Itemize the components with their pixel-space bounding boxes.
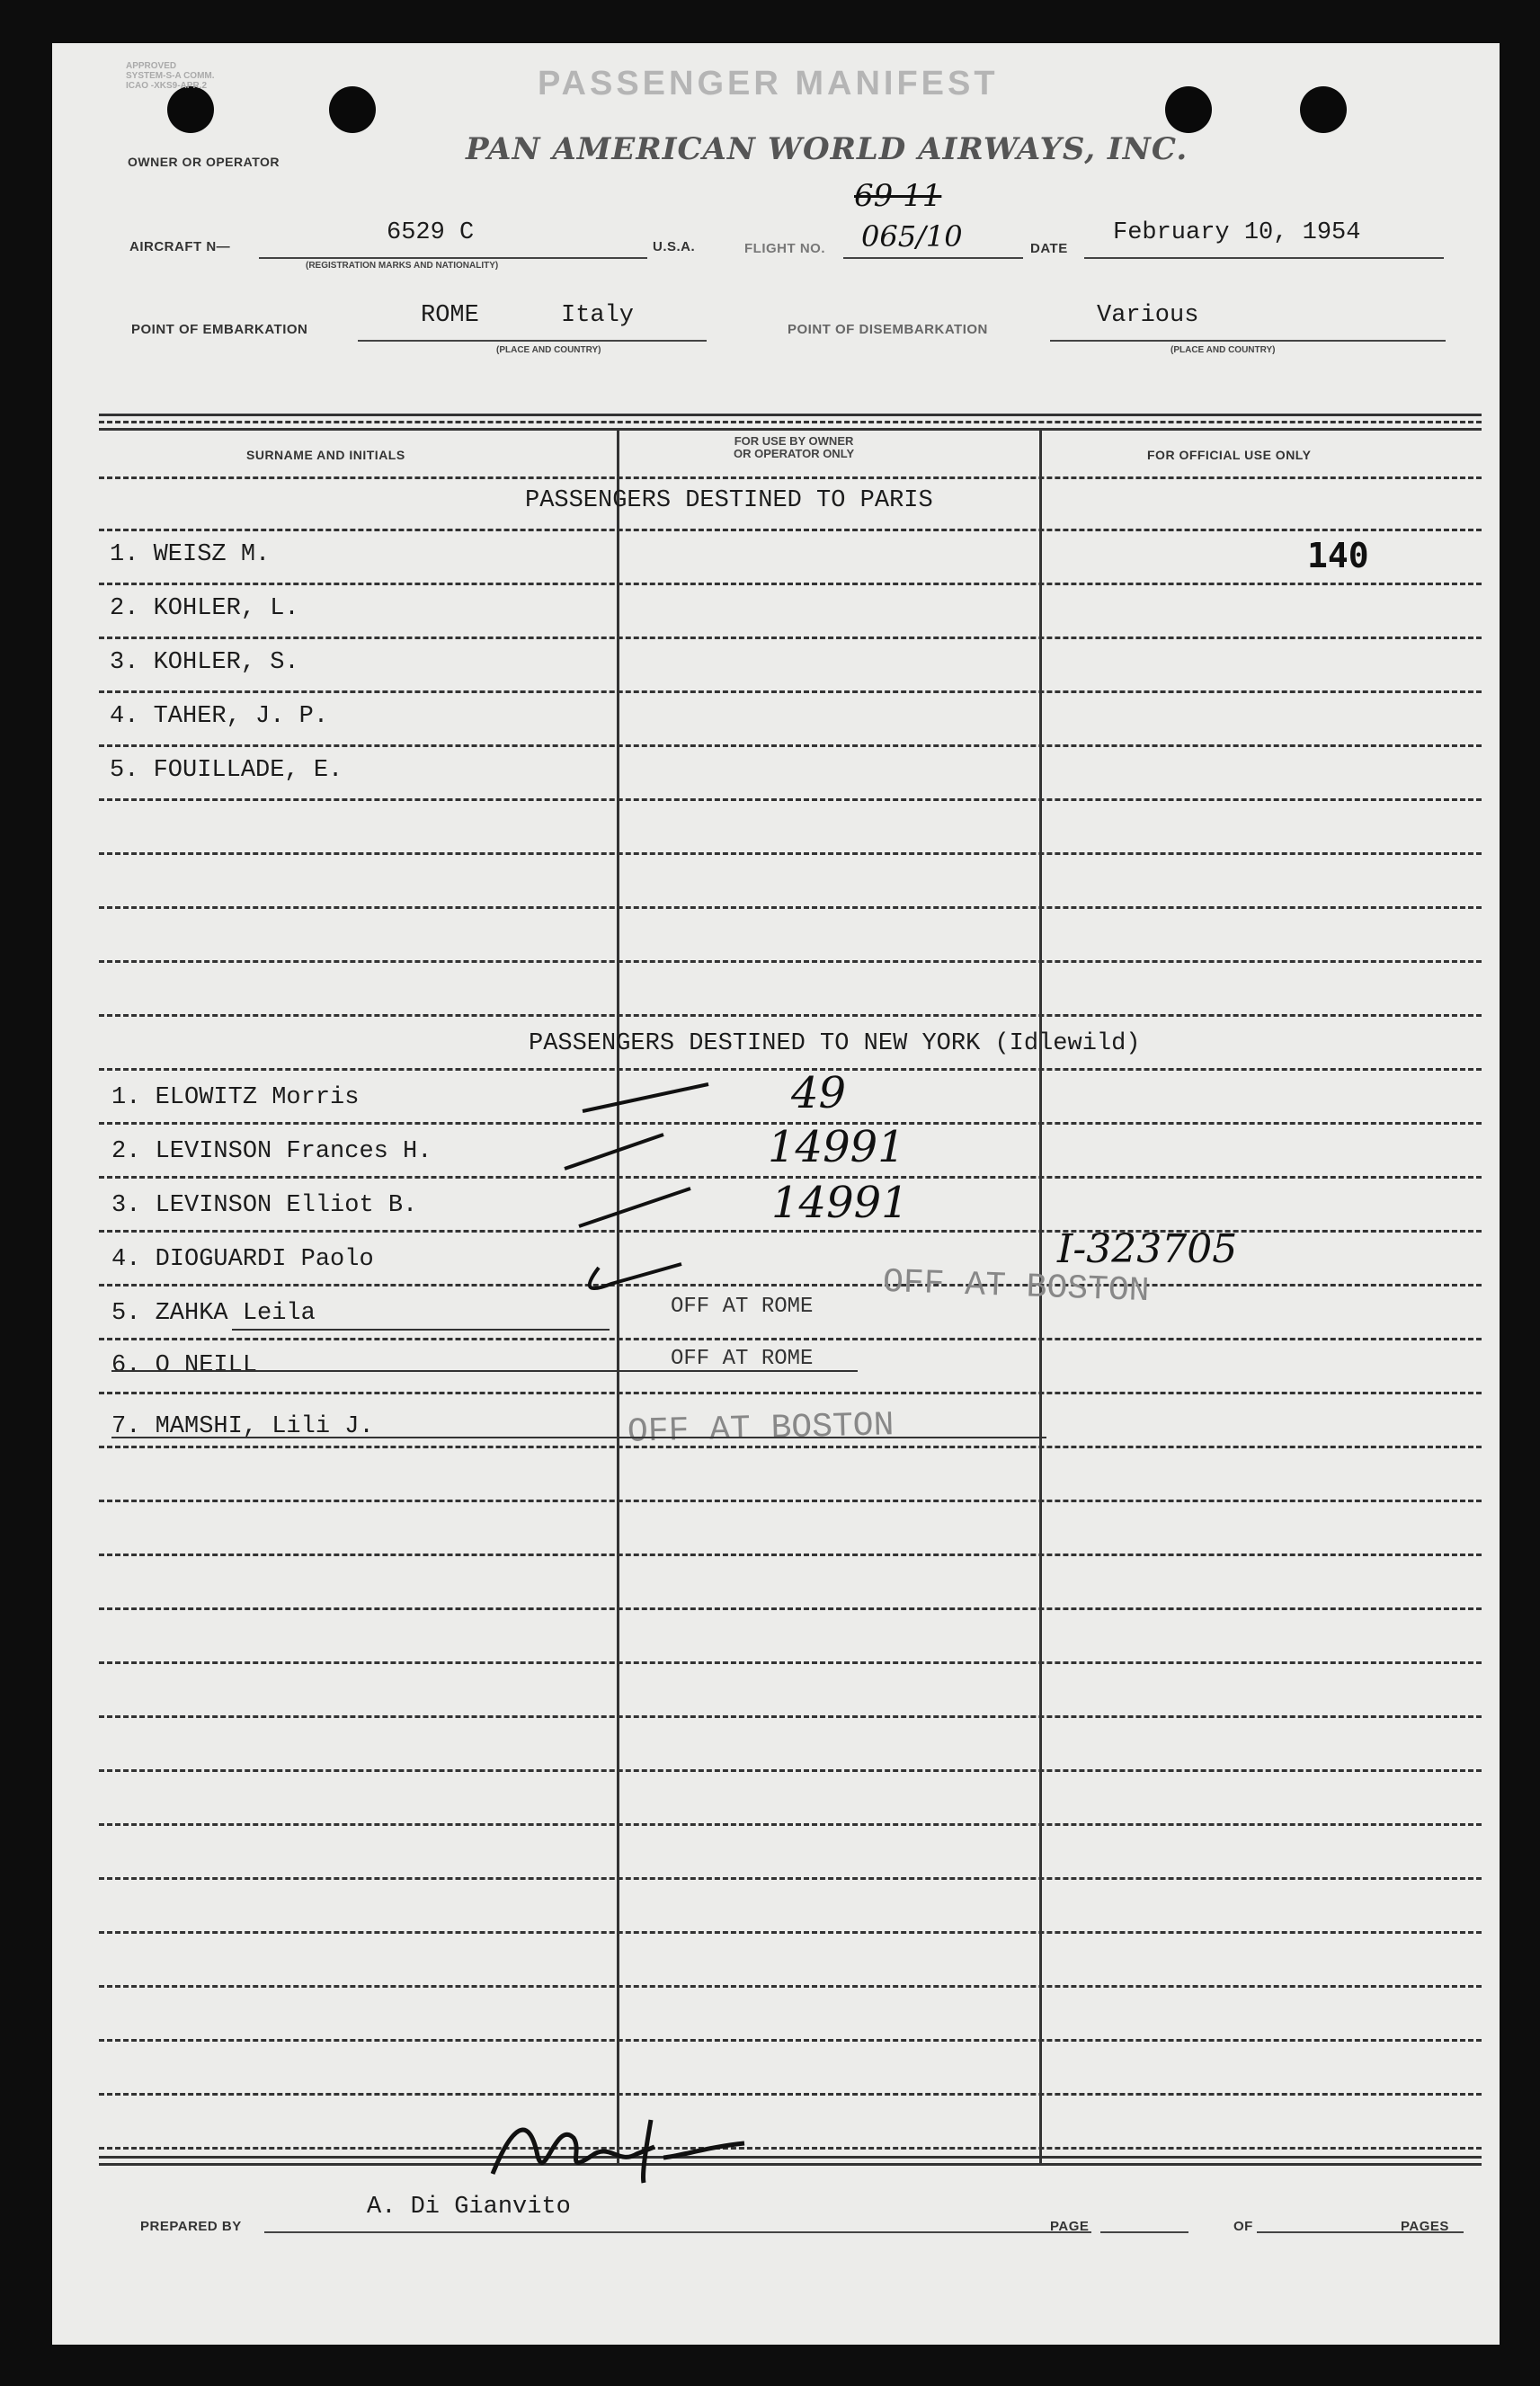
passenger-name: KOHLER, S. <box>153 649 299 676</box>
flight-date: February 10, 1954 <box>1113 219 1361 246</box>
embarkation-label: POINT OF EMBARKATION <box>131 322 308 337</box>
prepared-by-label: PREPARED BY <box>140 2219 242 2234</box>
embarkation-city: ROME <box>421 302 479 329</box>
owner-label: OWNER OR OPERATOR <box>128 155 280 169</box>
official-number: I-323705 <box>1057 1226 1238 1272</box>
date-label: DATE <box>1030 241 1068 256</box>
punch-hole-right-1 <box>1165 86 1212 133</box>
check-marks <box>556 1068 735 1329</box>
embark-place-note: (PLACE AND COUNTRY) <box>496 345 601 355</box>
flight-number: 065/10 <box>861 219 963 254</box>
approval-note: APPROVED SYSTEM-S-A COMM. ICAO -XKS9-APR.2 <box>126 61 215 91</box>
flight-label: FLIGHT NO. <box>744 241 825 256</box>
passenger-row: 3. KOHLER, S. <box>110 649 299 676</box>
disembarkation: Various <box>1097 302 1199 329</box>
punch-hole-left-2 <box>329 86 376 133</box>
col-header-surname: SURNAME AND INITIALS <box>246 448 405 462</box>
passenger-name: TAHER, J. P. <box>153 703 329 730</box>
passenger-name: ZAHKA Leila <box>155 1300 316 1327</box>
form-title: PASSENGER MANIFEST <box>538 65 999 102</box>
passenger-row: 4. TAHER, J. P. <box>110 703 329 730</box>
passenger-row: 5. FOUILLADE, E. <box>110 757 343 784</box>
section-heading-new-york: PASSENGERS DESTINED TO NEW YORK (Idlewild) <box>529 1030 1141 1057</box>
owner-remark: OFF AT ROME <box>671 1347 814 1371</box>
section-heading-paris: PASSENGERS DESTINED TO PARIS <box>525 487 933 514</box>
owner-remark: OFF AT ROME <box>671 1295 814 1319</box>
passenger-row: 3. LEVINSON Elliot B. <box>111 1192 418 1219</box>
passenger-name: WEISZ M. <box>153 541 271 568</box>
punch-hole-right-2 <box>1300 86 1347 133</box>
signature <box>475 2102 771 2192</box>
passenger-row: 1. ELOWITZ Morris <box>111 1084 360 1111</box>
registration-note: (REGISTRATION MARKS AND NATIONALITY) <box>306 261 499 271</box>
official-number: 140 <box>1307 536 1369 575</box>
owner-number: 14991 <box>771 1178 909 1228</box>
manifest-sheet <box>52 43 1500 2345</box>
usa-label: U.S.A. <box>653 239 696 254</box>
owner-number: 14991 <box>768 1122 905 1172</box>
passenger-name: LEVINSON Frances H. <box>155 1138 432 1165</box>
passenger-row: 2. KOHLER, L. <box>110 595 299 622</box>
aircraft-registration: 6529 C <box>387 219 475 246</box>
passenger-row: 4. DIOGUARDI Paolo <box>111 1246 374 1273</box>
disembark-place-note: (PLACE AND COUNTRY) <box>1171 345 1276 355</box>
col-header-official: FOR OFFICIAL USE ONLY <box>1147 448 1312 462</box>
passenger-row: 5. ZAHKA Leila <box>111 1300 316 1327</box>
passenger-name: O NEILL <box>155 1352 258 1379</box>
pages-label: PAGES <box>1401 2219 1449 2234</box>
prepared-by-name: A. Di Gianvito <box>367 2194 571 2221</box>
embarkation-country: Italy <box>561 302 635 329</box>
passenger-name: FOUILLADE, E. <box>153 757 343 784</box>
col-header-owner: FOR USE BY OWNER OR OPERATOR ONLY <box>734 434 855 460</box>
passenger-name: DIOGUARDI Paolo <box>155 1246 374 1273</box>
passenger-row: 6. O NEILL <box>111 1352 258 1379</box>
flight-number-struck: 69 11 <box>854 178 942 214</box>
page-label: PAGE <box>1050 2219 1090 2234</box>
of-label: OF <box>1233 2219 1253 2234</box>
owner-name: PAN AMERICAN WORLD AIRWAYS, INC. <box>466 131 1188 167</box>
passenger-name: LEVINSON Elliot B. <box>155 1192 418 1219</box>
passenger-row: 1. WEISZ M. <box>110 541 271 568</box>
passenger-name: KOHLER, L. <box>153 595 299 622</box>
off-at-boston-stamp: OFF AT BOSTON <box>882 1262 1151 1312</box>
passenger-row: 2. LEVINSON Frances H. <box>111 1138 432 1165</box>
passenger-name: ELOWITZ Morris <box>155 1084 360 1111</box>
aircraft-label: AIRCRAFT N— <box>129 239 231 254</box>
disembarkation-label: POINT OF DISEMBARKATION <box>788 322 988 337</box>
passenger-name: MAMSHI, Lili J. <box>155 1413 374 1440</box>
punch-hole-left-1 <box>167 86 214 133</box>
owner-number: 49 <box>791 1068 847 1118</box>
passenger-row: 7. MAMSHI, Lili J. <box>111 1413 374 1440</box>
off-at-boston-stamp: OFF AT BOSTON <box>627 1406 895 1452</box>
